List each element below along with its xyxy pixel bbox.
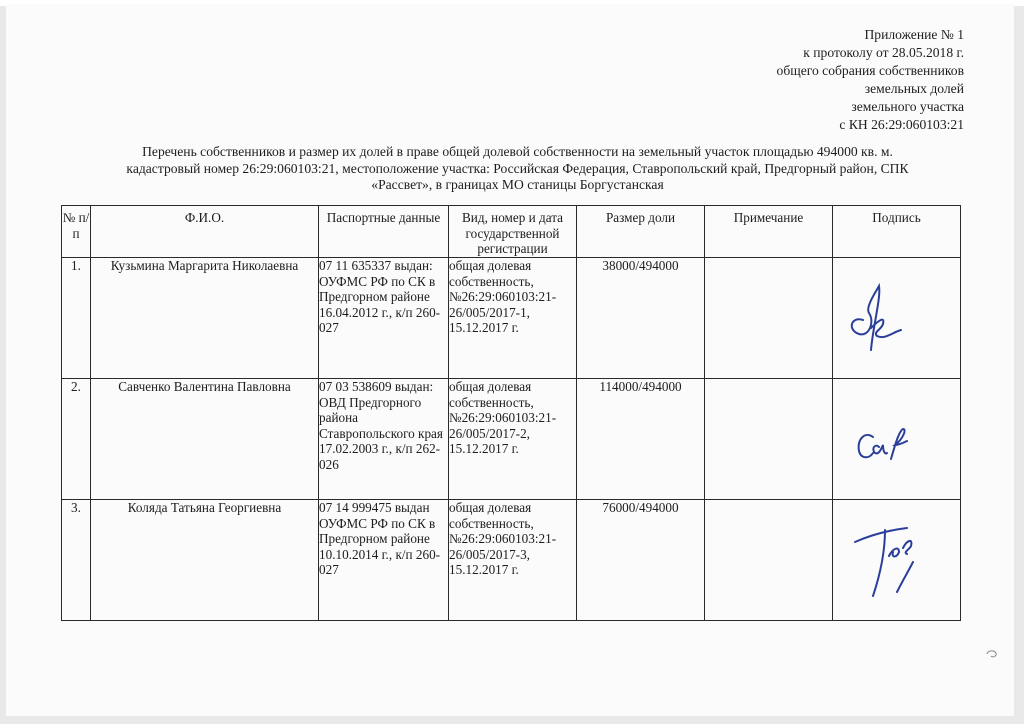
note-cell (705, 500, 833, 621)
header-registration: Вид, номер и дата государственной регистрации (449, 206, 577, 258)
appendix-line: земельных долей (864, 81, 964, 96)
registration-data: общая долевая собственность, №26:29:060103:21-26/005/2017-1, 15.12.2017 г. (449, 258, 577, 379)
signature-cell (833, 258, 961, 379)
passport-data: 07 11 635337 выдан: ОУФМС РФ по СК в Предгорном районе 16.04.2012 г., к/п 260-027 (319, 258, 449, 379)
scan-mark (985, 648, 999, 660)
title-line: «Рассвет», в границах МО станицы Боргустанская (371, 177, 664, 192)
header-num: № п/п (62, 206, 91, 258)
header-signature: Подпись (833, 206, 961, 258)
passport-data: 07 14 999475 выдан ОУФМС РФ по СК в Предгорном районе 10.10.2014 г., к/п 260-027 (319, 500, 449, 621)
appendix-header (564, 26, 964, 134)
registration-data: общая долевая собственность, №26:29:060103:21-26/005/2017-2, 15.12.2017 г. (449, 379, 577, 500)
table-header-row (62, 206, 961, 258)
handwritten-signature-3 (833, 500, 961, 620)
title-line: кадастровый номер 26:29:060103:21, местоположение участка: Российская Федерация, Ставропольский край, Предгорный район, СПК (126, 160, 909, 176)
header-note: Примечание (705, 206, 833, 258)
signature-cell (833, 379, 961, 500)
appendix-line: общего собрания собственников (776, 63, 964, 78)
header-passport: Паспортные данные (319, 206, 449, 258)
appendix-line: к протоколу от 28.05.2018 г. (803, 45, 964, 60)
share-size: 114000/494000 (577, 379, 705, 500)
owner-name: Коляда Татьяна Георгиевна (91, 500, 319, 621)
table-row (62, 379, 961, 500)
registration-data: общая долевая собственность, №26:29:060103:21-26/005/2017-3, 15.12.2017 г. (449, 500, 577, 621)
row-number: 2. (62, 379, 91, 500)
appendix-line: Приложение № 1 (864, 27, 964, 42)
table-row (62, 258, 961, 379)
passport-data: 07 03 538609 выдан: ОВД Предгорного района Ставропольского края 17.02.2003 г., к/п 262-026 (319, 379, 449, 500)
note-cell (705, 379, 833, 500)
share-size: 38000/494000 (577, 258, 705, 379)
appendix-line: земельного участка (851, 99, 964, 114)
share-size: 76000/494000 (577, 500, 705, 621)
owner-name: Кузьмина Маргарита Николаевна (91, 258, 319, 379)
title-line: Перечень собственников и размер их долей в праве общей долевой собственности на земельный участок площадью 494000 кв. м. (142, 144, 893, 159)
owners-table (61, 205, 961, 621)
signature-cell (833, 500, 961, 621)
row-number: 1. (62, 258, 91, 379)
note-cell (705, 258, 833, 379)
row-number: 3. (62, 500, 91, 621)
appendix-line: с КН 26:29:060103:21 (839, 117, 964, 132)
document-title (70, 144, 965, 194)
owner-name: Савченко Валентина Павловна (91, 379, 319, 500)
header-name: Ф.И.О. (91, 206, 319, 258)
handwritten-signature-2 (833, 379, 961, 499)
header-share: Размер доли (577, 206, 705, 258)
table-row (62, 500, 961, 621)
handwritten-signature-1 (833, 258, 961, 378)
